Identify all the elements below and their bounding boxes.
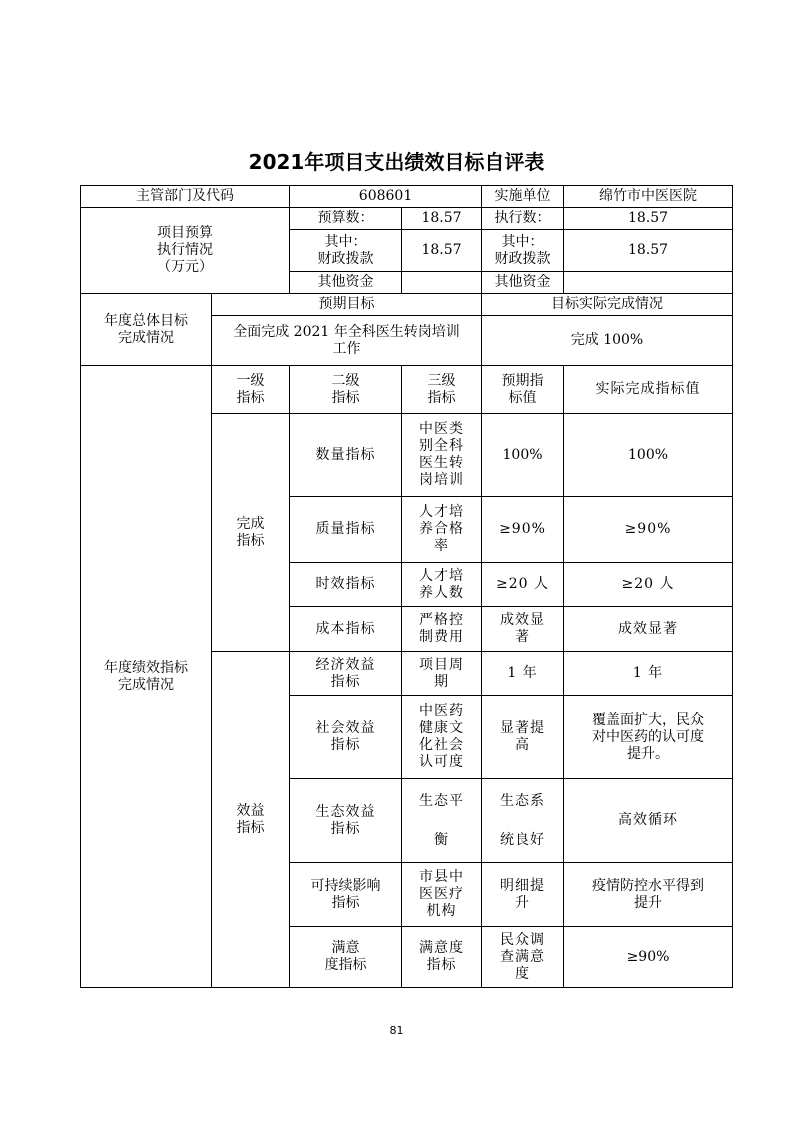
fiscal-label: 其中： 财政拨款	[290, 230, 402, 272]
cost-expected: 成效显 著	[482, 607, 564, 652]
actual-goal-text: 完成 100%	[482, 316, 733, 366]
other-funds-exec	[564, 272, 733, 294]
timeliness-l2: 时效指标	[290, 563, 402, 607]
quality-actual: ≥90%	[564, 497, 733, 563]
header-expected: 预期指 标值	[482, 366, 564, 414]
ecological-l2: 生态效益 指标	[290, 779, 402, 863]
quality-expected: ≥90%	[482, 497, 564, 563]
cost-l3: 严格控 制费用	[402, 607, 482, 652]
page-title: 2021年项目支出绩效目标自评表	[248, 150, 545, 174]
expected-goal-header: 预期目标	[212, 294, 482, 316]
other-funds-exec-label: 其他资金	[482, 272, 564, 294]
social-l2: 社会效益 指标	[290, 696, 402, 779]
header-level1: 一级 指标	[212, 366, 290, 414]
timeliness-actual: ≥20 人	[564, 563, 733, 607]
social-expected: 显著提 高	[482, 696, 564, 779]
exec-label: 执行数：	[482, 208, 564, 230]
satisfaction-l3: 民众调 查满意 度	[482, 927, 564, 988]
header-actual: 实际完成指标值	[564, 366, 733, 414]
budget-value: 18.57	[402, 208, 482, 230]
dept-code: 608601	[290, 186, 482, 208]
economic-expected: 1 年	[482, 652, 564, 696]
fiscal-exec-label: 其中： 财政拨款	[482, 230, 564, 272]
economic-l2: 经济效益 指标	[290, 652, 402, 696]
header-level2: 二级 指标	[290, 366, 402, 414]
sustainable-expected: 明细提 升	[482, 863, 564, 927]
group-completion: 完成 指标	[212, 414, 290, 652]
cost-actual: 成效显著	[564, 607, 733, 652]
satisfaction-expected: ≥90%	[564, 927, 733, 988]
group-satisfaction: 满意 度指标	[290, 927, 402, 988]
actual-goal-header: 目标实际完成情况	[482, 294, 733, 316]
budget-section-label: 项目预算 执行情况 （万元）	[81, 208, 290, 294]
budget-label: 预算数：	[290, 208, 402, 230]
quality-l2: 质量指标	[290, 497, 402, 563]
exec-value: 18.57	[564, 208, 733, 230]
quantity-l3: 中医类 别全科 医生转 岗培训	[402, 414, 482, 497]
ecological-l3: 生态平 衡	[402, 779, 482, 863]
indicators-section-label: 年度绩效指标 完成情况	[81, 366, 212, 988]
header-level3: 三级 指标	[402, 366, 482, 414]
other-funds-budget	[402, 272, 482, 294]
economic-actual: 1 年	[564, 652, 733, 696]
fiscal-budget-value: 18.57	[402, 230, 482, 272]
ecological-actual: 高效循环	[564, 779, 733, 863]
quantity-l2: 数量指标	[290, 414, 402, 497]
economic-l3: 项目周 期	[402, 652, 482, 696]
social-l3: 中医药 健康文 化社会 认可度	[402, 696, 482, 779]
sustainable-l3: 市县中 医医疗 机构	[402, 863, 482, 927]
cost-l2: 成本指标	[290, 607, 402, 652]
group-benefit: 效益 指标	[212, 652, 290, 988]
quantity-expected: 100%	[482, 414, 564, 497]
sustainable-l2: 可持续影响 指标	[290, 863, 402, 927]
quality-l3: 人才培 养合格 率	[402, 497, 482, 563]
unit-label: 实施单位	[482, 186, 564, 208]
fiscal-exec-value: 18.57	[564, 230, 733, 272]
annual-goal-label: 年度总体目标 完成情况	[81, 294, 212, 366]
social-actual: 覆盖面扩大，民众 对中医药的认可度 提升。	[564, 696, 733, 779]
timeliness-expected: ≥20 人	[482, 563, 564, 607]
unit-name: 绵竹市中医医院	[564, 186, 733, 208]
page-number: 81	[389, 1024, 404, 1037]
ecological-expected: 生态系 统良好	[482, 779, 564, 863]
other-funds-label: 其他资金	[290, 272, 402, 294]
expected-goal-text: 全面完成 2021 年全科医生转岗培训 工作	[212, 316, 482, 366]
timeliness-l3: 人才培 养人数	[402, 563, 482, 607]
quantity-actual: 100%	[564, 414, 733, 497]
sustainable-actual: 疫情防控水平得到 提升	[564, 863, 733, 927]
dept-label: 主管部门及代码	[81, 186, 290, 208]
satisfaction-l2: 满意度 指标	[402, 927, 482, 988]
performance-evaluation-table	[80, 185, 733, 988]
